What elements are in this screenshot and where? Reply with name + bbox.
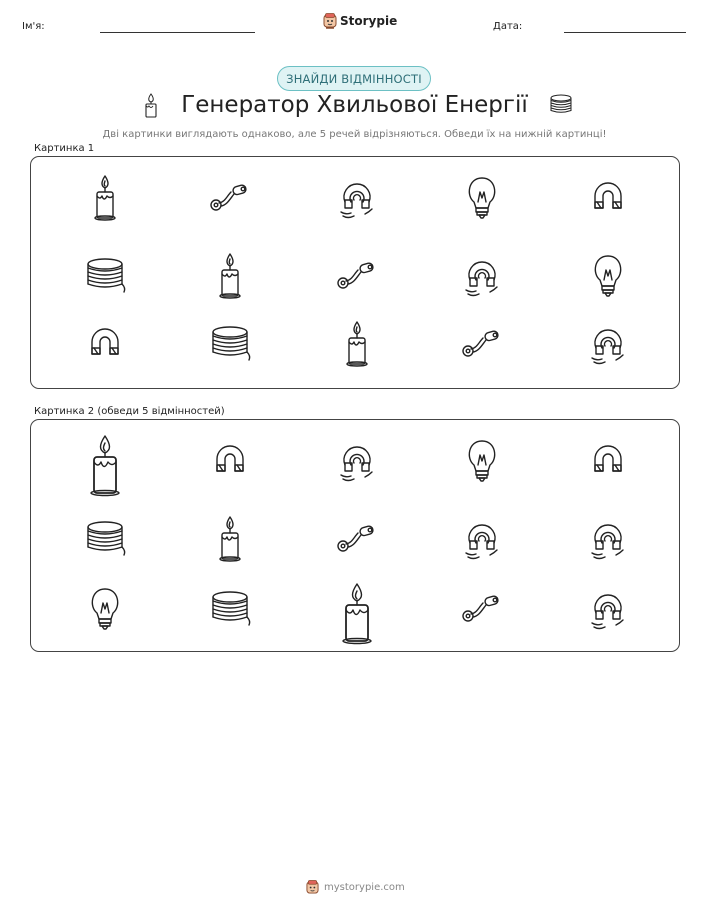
picture2-label: Картинка 2 (обведи 5 відмінностей) [34, 406, 225, 417]
name-line[interactable] [100, 32, 255, 33]
storypie-mascot-icon [323, 13, 337, 29]
bulb-icon [457, 172, 507, 222]
instructions: Дві картинки виглядають однаково, але 5 речей відрізняються. Обведи їх на нижній картинці! [102, 129, 607, 140]
candle-icon [205, 250, 255, 300]
candle-icon [80, 172, 130, 222]
magnet-waves-icon [332, 172, 382, 222]
footer [306, 880, 405, 895]
bulb-icon[interactable] [457, 435, 507, 485]
crank-icon [332, 250, 382, 300]
storypie-mascot-icon [306, 880, 319, 895]
magnet-icon [583, 172, 633, 222]
crank-icon[interactable] [332, 513, 382, 563]
name-label: Ім'я: [22, 21, 45, 32]
candle-icon [332, 318, 382, 368]
date-label: Дата: [493, 21, 523, 32]
magnet-icon[interactable] [205, 435, 255, 485]
coil-icon [80, 250, 130, 300]
crank-icon [457, 318, 507, 368]
magnet-waves-icon [583, 318, 633, 368]
bulb-icon[interactable] [80, 583, 130, 633]
footer-site: mystorypie.com [324, 882, 405, 893]
coil-icon[interactable] [80, 513, 130, 563]
coil-icon[interactable] [205, 583, 255, 633]
magnet-waves-icon [457, 250, 507, 300]
magnet-waves-icon[interactable] [457, 513, 507, 563]
activity-badge: ЗНАЙДИ ВІДМІННОСТІ [277, 66, 431, 91]
date-line[interactable] [564, 32, 686, 33]
brand-name: Storypie [340, 14, 398, 28]
crank-icon [205, 172, 255, 222]
picture1-label: Картинка 1 [34, 143, 95, 154]
magnet-waves-icon[interactable] [583, 583, 633, 633]
candle-large-icon[interactable] [332, 581, 382, 645]
magnet-waves-icon[interactable] [583, 513, 633, 563]
coil-icon [205, 318, 255, 368]
candle-large-icon[interactable] [80, 433, 130, 497]
magnet-icon[interactable] [583, 435, 633, 485]
crank-icon[interactable] [457, 583, 507, 633]
candle-icon[interactable] [205, 513, 255, 563]
page-title: Генератор Хвильової Енергії [181, 92, 528, 118]
coil-icon [549, 94, 573, 116]
magnet-waves-icon[interactable] [332, 435, 382, 485]
bulb-icon [583, 250, 633, 300]
magnet-icon [80, 318, 130, 368]
brand-logo [323, 13, 397, 29]
